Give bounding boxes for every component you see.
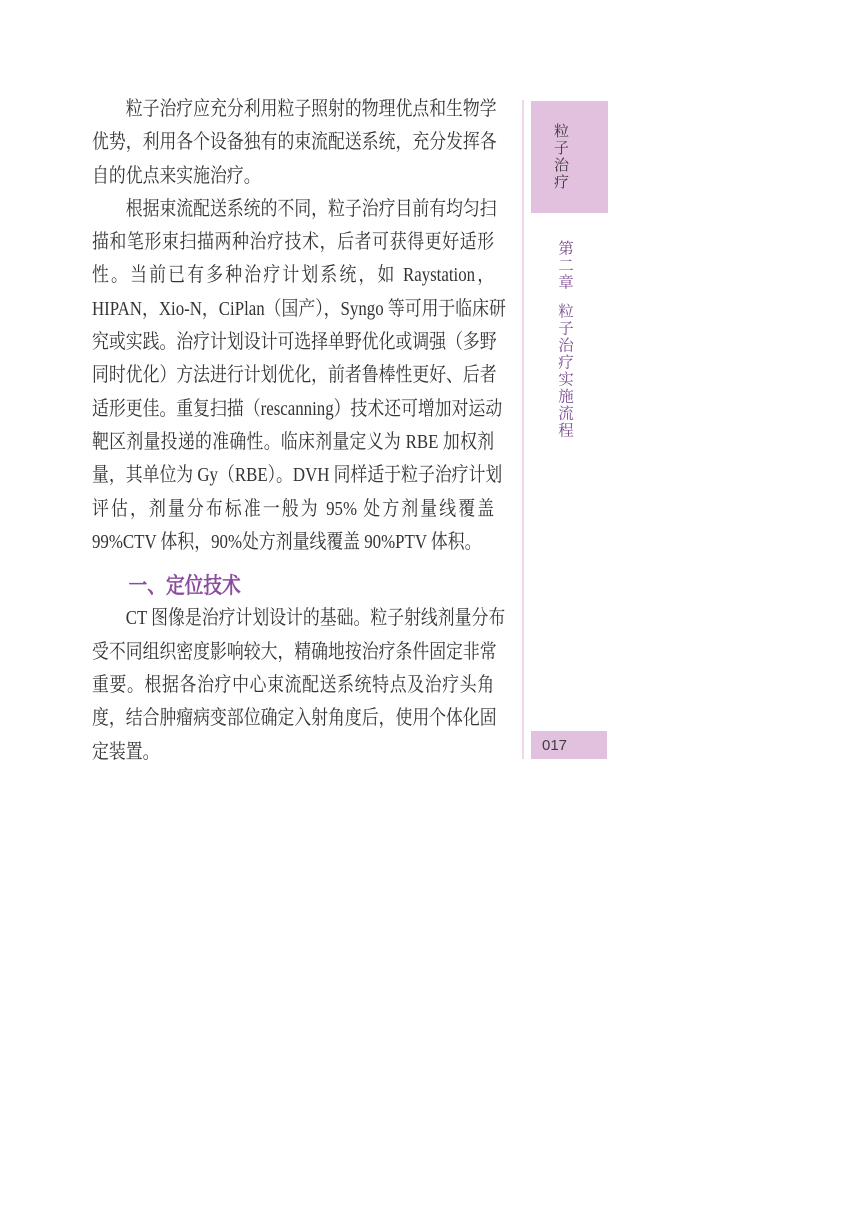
text-line: 定装置。 — [92, 740, 160, 763]
sidebar-rule — [522, 100, 524, 759]
text-line: 粒子治疗应充分利用粒子照射的物理优点和生物学 — [125, 98, 497, 120]
paragraph — [92, 193, 506, 559]
text-line: 自的优点来实施治疗。 — [92, 164, 261, 187]
chapter-label: 第二章 — [556, 240, 573, 291]
text-line: 适形更佳。重复扫描（rescanning）技术还可增加对运动 — [92, 397, 503, 420]
text-line: 究或实践。治疗计划设计可选择单野优化或调强（多野 — [92, 331, 497, 354]
chapter-marker — [553, 240, 575, 439]
page-number-tab — [531, 731, 607, 759]
text-line: 评估，剂量分布标准一般为 95% 处方剂量线覆盖 — [92, 497, 495, 520]
text-line: 性。当前已有多种治疗计划系统，如 Raystation， — [92, 264, 495, 287]
text-line: 99%CTV 体积，90%处方剂量线覆盖 90%PTV 体积。 — [92, 530, 482, 553]
text-line: 重要。根据各治疗中心束流配送系统特点及治疗头角 — [92, 674, 495, 697]
paragraph — [92, 602, 506, 768]
text-line: 根据束流配送系统的不同，粒子治疗目前有均匀扫 — [125, 197, 497, 220]
section-heading: 一、定位技术 — [128, 573, 241, 599]
text-line: 优势，利用各个设备独有的束流配送系统，充分发挥各 — [92, 131, 497, 154]
text-line: 度，结合肿瘤病变部位确定入射角度后，使用个体化固 — [92, 707, 497, 730]
paragraph — [92, 93, 497, 193]
book-title-tab — [531, 101, 608, 213]
chapter-title: 粒子治疗实施流程 — [556, 303, 573, 439]
page-number: 017 — [542, 736, 568, 754]
text-line: 量，其单位为 Gy（RBE）。DVH 同样适于粒子治疗计划 — [92, 464, 503, 487]
text-line: 受不同组织密度影响较大，精确地按治疗条件固定非常 — [92, 640, 497, 663]
text-line: 靶区剂量投递的准确性。临床剂量定义为 RBE 加权剂 — [92, 430, 495, 453]
text-line: 描和笔形束扫描两种治疗技术，后者可获得更好适形 — [92, 231, 495, 254]
book-title-vertical: 粒子治疗 — [552, 123, 568, 191]
text-line: HIPAN，Xio-N，CiPlan（国产），Syngo 等可用于临床研 — [92, 297, 506, 320]
main-text — [92, 93, 506, 769]
text-line: 同时优化）方法进行计划优化，前者鲁棒性更好、后者 — [92, 364, 497, 387]
text-line: CT 图像是治疗计划设计的基础。粒子射线剂量分布 — [125, 607, 506, 630]
